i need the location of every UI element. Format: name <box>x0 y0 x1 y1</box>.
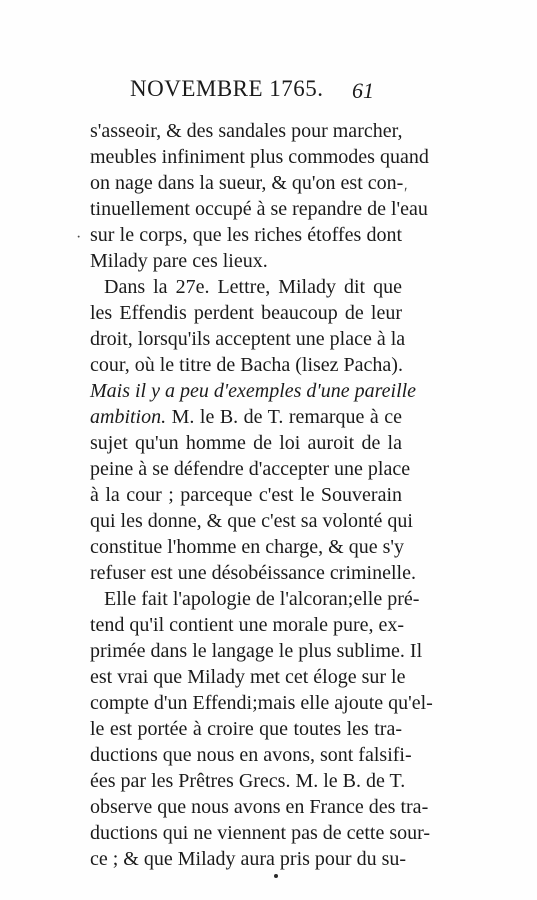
text-line: peine à se défendre d'accepter une place <box>90 458 411 480</box>
text-line: sur le corps, que les riches étoffes dont <box>90 224 402 246</box>
text-line: ductions qui ne viennent pas de cette sour- <box>90 822 431 844</box>
text-line: Dans la 27e. Lettre, Milady dit que <box>104 276 402 298</box>
text-line: constitue l'homme en charge, & que s'y <box>90 536 404 558</box>
text-line: à la cour ; parceque c'est le Souverain <box>90 484 402 506</box>
ink-dot <box>274 874 278 878</box>
text-line: tend qu'il contient une morale pure, ex- <box>90 614 405 636</box>
text-line: Mais il y a peu d'exemples d'une pareille <box>90 380 417 402</box>
text-line: qui les donne, & que c'est sa volonté qui <box>90 510 413 532</box>
text-line: ce ; & que Milady aura pris pour du su- <box>90 848 407 870</box>
text-line: observe que nous avons en France des tra- <box>90 796 429 818</box>
text-line-mixed <box>90 404 402 430</box>
text-line: est vrai que Milady met cet éloge sur le <box>90 666 406 688</box>
running-title: NOVEMBRE 1765. <box>130 76 324 101</box>
ink-mark: ʹ <box>404 185 408 202</box>
text-line: tinuellement occupé à se repandre de l'eau <box>90 198 428 220</box>
italic-word: ambition. <box>90 406 167 428</box>
text-line: Milady pare ces lieux. <box>90 250 268 272</box>
text-line: cour, où le titre de Bacha (lisez Pacha). <box>90 354 403 376</box>
text-line: ées par les Prêtres Grecs. M. le B. de T. <box>90 770 406 792</box>
text-line: les Effendis perdent beaucoup de leur <box>90 302 402 324</box>
text-line: ductions que nous en avons, sont falsifi- <box>90 744 412 766</box>
page-number: 61 <box>352 78 374 103</box>
text-segment: M. le B. de T. remarque à ce <box>166 406 402 428</box>
text-line: meubles infiniment plus commodes quand <box>90 146 429 168</box>
text-line: sujet qu'un homme de loi auroit de la <box>90 432 402 454</box>
text-line: compte d'un Effendi;mais elle ajoute qu'el- <box>90 692 433 714</box>
text-line: on nage dans la sueur, & qu'on est con- <box>90 172 404 194</box>
ink-mark: · <box>76 229 82 246</box>
text-line: refuser est une désobéissance criminelle. <box>90 562 416 584</box>
text-line: le est portée à croire que toutes les tra- <box>90 718 402 740</box>
text-line: primée dans le langage le plus sublime. Il <box>90 640 423 662</box>
text-line: Elle fait l'apologie de l'alcoran;elle pré- <box>104 588 420 610</box>
text-line: droit, lorsqu'ils acceptent une place à la <box>90 328 406 350</box>
text-line: s'asseoir, & des sandales pour marcher, <box>90 120 403 142</box>
